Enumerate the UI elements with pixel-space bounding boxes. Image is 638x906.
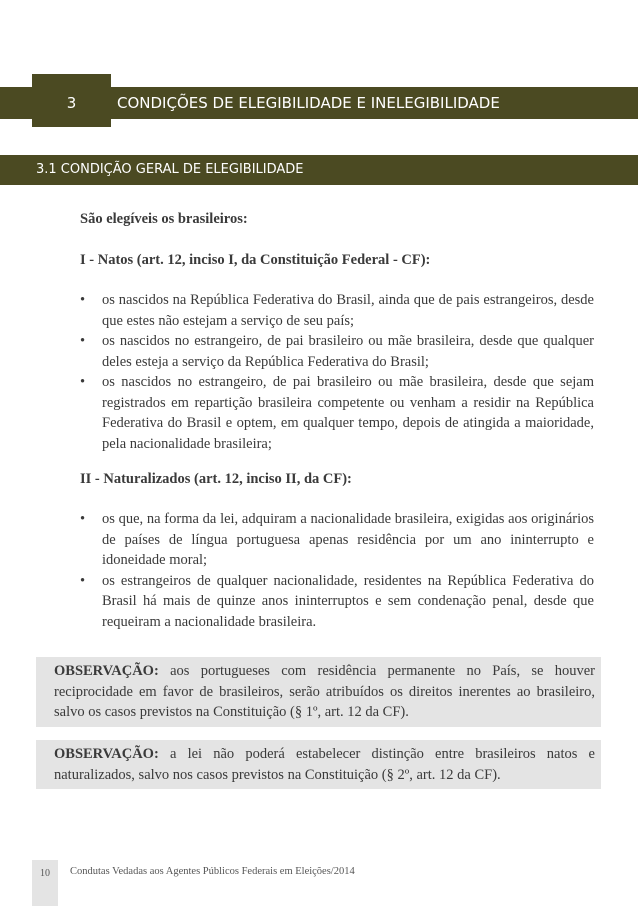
natos-list-container xyxy=(80,290,594,454)
naturalizados-list xyxy=(80,509,594,632)
bullet-icon: • xyxy=(80,374,86,390)
list-item-text: os nascidos no estrangeiro, de pai brasileiro ou mãe brasileira, desde que sejam registrados em repartição brasileira competente ou venham a residir na República Federativa do Brasil e optem, em qualquer tempo, depois de atingida a maioridade, pela nacionalidade brasileira; xyxy=(102,374,594,452)
intro-text: São elegíveis os brasileiros: xyxy=(80,211,248,227)
bullet-icon: • xyxy=(80,572,86,589)
observation-label: OBSERVAÇÃO: xyxy=(54,746,159,762)
bullet-icon: • xyxy=(80,333,86,349)
observation-box-1 xyxy=(36,657,601,727)
list-item xyxy=(80,331,594,372)
list-item-text: os nascidos no estrangeiro, de pai brasileiro ou mãe brasileira, desde que qualquer deles esteja a serviço da República Federativa do Brasil; xyxy=(102,333,594,370)
chapter-number: 3 xyxy=(66,94,77,112)
naturalizados-list-container xyxy=(80,509,594,632)
naturalizados-heading: II - Naturalizados (art. 12, inciso II, da CF): xyxy=(80,471,352,487)
list-item xyxy=(80,372,594,454)
list-item xyxy=(80,290,594,331)
observation-text: aos portugueses com residência permanente no País, se houver reciprocidade em favor de brasileiros, serão atribuídos os direitos inerentes ao brasileiro, salvo os casos previstos na Constituição (§ 1º, art. 12 da CF). xyxy=(54,663,595,720)
bullet-icon: • xyxy=(80,511,86,527)
footer-text: Condutas Vedadas aos Agentes Públicos Federais em Eleições/2014 xyxy=(70,866,355,877)
list-item-text: os estrangeiros de qualquer nacionalidade, residentes na República Federativa do Brasil há mais de quinze anos ininterruptos e sem condenação penal, desde que requeiram a nacionalidade brasileira. xyxy=(102,572,594,630)
list-item-text: os nascidos na República Federativa do Brasil, ainda que de pais estrangeiros, desde que estes não estejam a serviço de seu país; xyxy=(102,292,594,329)
observation-label: OBSERVAÇÃO: xyxy=(54,663,159,679)
natos-list xyxy=(80,290,594,454)
observation-box-2 xyxy=(36,740,601,789)
list-item-text: os que, na forma da lei, adquiram a nacionalidade brasileira, exigidas aos originários de países de língua portuguesa apenas residência por um ano ininterrupto e idoneidade moral; xyxy=(102,511,594,568)
observation-text: a lei não poderá estabelecer distinção entre brasileiros natos e naturalizados, salvo nos casos previstos na Constituição (§ 2º, art. 12 da CF). xyxy=(54,746,595,783)
list-item xyxy=(80,509,594,571)
natos-heading: I - Natos (art. 12, inciso I, da Constituição Federal - CF): xyxy=(80,252,431,268)
bullet-icon: • xyxy=(80,292,86,308)
chapter-title: CONDIÇÕES DE ELEGIBILIDADE E INELEGIBILIDADE xyxy=(117,94,500,112)
list-item xyxy=(80,571,594,633)
section-title: 3.1 CONDIÇÃO GERAL DE ELEGIBILIDADE xyxy=(36,162,304,177)
page-number: 10 xyxy=(32,860,58,906)
